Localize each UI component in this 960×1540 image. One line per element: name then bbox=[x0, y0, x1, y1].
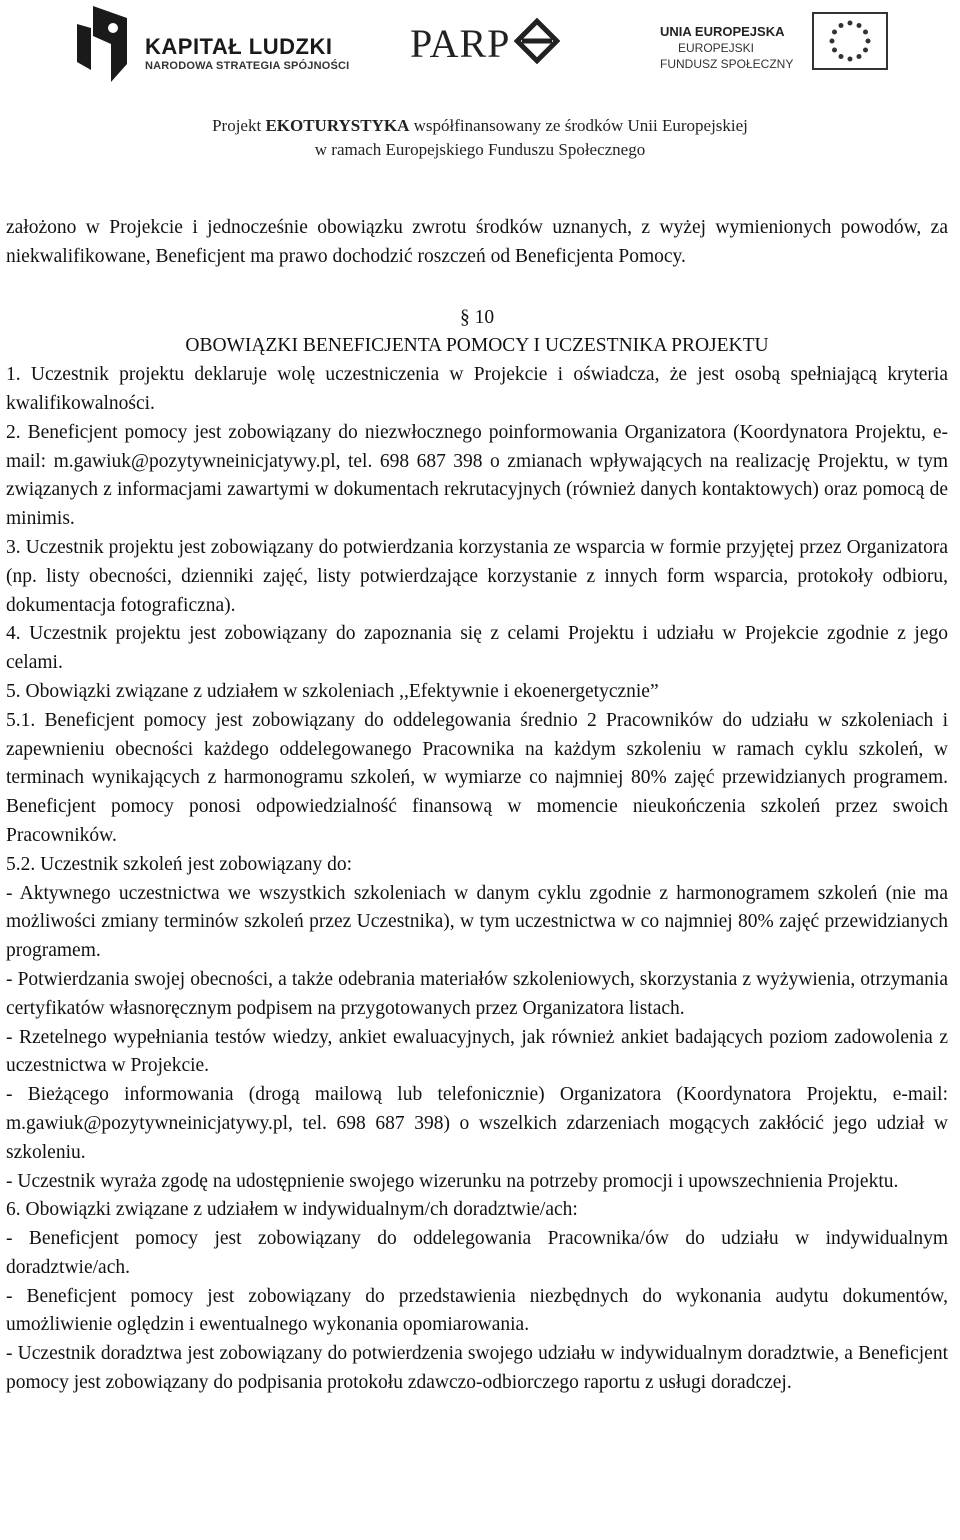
kapital-ludzki-name: KAPITAŁ LUDZKI bbox=[145, 34, 333, 59]
list-item: - Uczestnik doradztwa jest zobowiązany do potwierdzenia swojego udziału w indywidualnym doradztwie, a Beneficjent pomocy jest zobowiązany do podpisania protokołu zdawczo-odbiorczego raportu z usługi doradczej. bbox=[6, 1343, 948, 1394]
parp-logo bbox=[410, 14, 590, 84]
list-item: - Potwierdzania swojej obecności, a także odebrania materiałów szkoleniowych, skorzystania z wyżywienia, otrzymania certyfikatów własnoręcznym podpisem na przygotowanych przez Organizatora listach. bbox=[6, 968, 948, 1019]
paragraph-5-2: 5.2. Uczestnik szkoleń jest zobowiązany do: bbox=[6, 853, 353, 875]
intro-paragraph: założono w Projekcie i jednocześnie obowiązku zwrotu środków uznanych, z wyżej wymienionych powodów, za niekwalifikowane, Beneficjent ma prawo dochodzić roszczeń od Beneficjenta Pomocy. bbox=[6, 217, 948, 267]
list-item: - Aktywnego uczestnictwa we wszystkich szkoleniach w danym cyklu zgodnie z harmonogramem szkoleń (nie ma możliwości zmiany terminów szkoleń przez Uczestnika), w tym uczestnictwa w co najmniej 80% zajęć przewidzianych programem. bbox=[6, 882, 948, 962]
section-number: § 10 bbox=[459, 306, 495, 328]
project-line bbox=[0, 116, 960, 136]
project-prefix: Projekt bbox=[212, 116, 266, 135]
paragraph-5-1: 5.1. Beneficjent pomocy jest zobowiązany do oddelegowania średnio 2 Pracowników do udziału w szkoleniach i zapewnieniu obecności każdego oddelegowanego Pracownika na każdym szkoleniu w ramach cyklu szkoleń, w terminach wynikających z harmonogramu szkoleń, w wymiarze co najmniej 80% zajęć przewidzianych programem. Beneficjent pomocy ponosi odpowiedzialność finansową w momencie nieukończenia szkoleń przez swoich Pracowników. bbox=[6, 709, 948, 846]
spacer bbox=[6, 272, 948, 304]
document-body bbox=[6, 214, 948, 1398]
paragraph-5: 5. Obowiązki związane z udziałem w szkoleniach ,,Efektywnie i ekoenergetycznie” bbox=[6, 680, 659, 702]
kapital-ludzki-logo bbox=[75, 4, 355, 84]
list-item: - Beneficjent pomocy jest zobowiązany do przedstawienia niezbędnych do wykonania audytu dokumentów, umożliwienie oględzin i ewentualnego wykonania opomiarowania. bbox=[6, 1285, 948, 1336]
parp-symbol-icon bbox=[514, 18, 560, 64]
section-title: OBOWIĄZKI BENEFICJENTA POMOCY I UCZESTNIKA PROJEKTU bbox=[185, 335, 769, 357]
list-item: - Uczestnik wyraża zgodę na udostępnienie swojego wizerunku na potrzeby promocji i upowszechnienia Projektu. bbox=[6, 1170, 899, 1192]
parp-wordmark: PARP bbox=[410, 21, 511, 66]
eu-logo-line1: UNIA EUROPEJSKA bbox=[660, 24, 785, 39]
list-item: - Bieżącego informowania (drogą mailową lub telefonicznie) Organizatora (Koordynatora Projektu, e-mail: m.gawiuk@pozytywneinicjatywy.pl, tel. 698 687 398) o wszelkich zdarzeniach mogących zakłócić jego udział w szkoleniu. bbox=[6, 1084, 948, 1163]
paragraph-3: 3. Uczestnik projektu jest zobowiązany do potwierdzania korzystania ze wsparcia w formie przyjętej przez Organizatora (np. listy obecności, dzienniki zajęć, listy potwierdzające korzystanie z innych form wsparcia, protokoły odbioru, dokumentacja fotograficzna). bbox=[6, 536, 948, 616]
kapital-ludzki-subtitle: NARODOWA STRATEGIA SPÓJNOŚCI bbox=[145, 60, 350, 72]
paragraph-6: 6. Obowiązki związane z udziałem w indywidualnym/ch doradztwie/ach: bbox=[6, 1199, 578, 1221]
eu-logo bbox=[660, 10, 890, 86]
project-name: EKOTURYSTYKA bbox=[265, 116, 410, 135]
project-suffix: współfinansowany ze środków Unii Europejskiej bbox=[409, 116, 748, 135]
paragraph-2: 2. Beneficjent pomocy jest zobowiązany do niezwłocznego poinformowania Organizatora (Koordynatora Projektu, e-mail: m.gawiuk@pozytywneinicjatywy.pl, tel. 698 687 398 o zmianach wpływających na realizację Projektu, w tym związanych z informacjami zawartymi w dokumentach rekrutacyjnych (również danych kontaktowych) oraz pomocą de minimis. bbox=[6, 421, 948, 530]
paragraph-1: 1. Uczestnik projektu deklaruje wolę uczestniczenia w Projekcie i oświadcza, że jest osobą spełniającą kryteria kwalifikowalności. bbox=[6, 364, 948, 414]
eu-logo-line2: EUROPEJSKI bbox=[678, 41, 755, 55]
kapital-ludzki-emblem-icon bbox=[75, 4, 135, 84]
list-item: - Rzetelnego wypełniania testów wiedzy, ankiet ewaluacyjnych, jak również ankiet badających poziom zadowolenia z uczestnictwa w Projekcie. bbox=[6, 1026, 948, 1077]
page-header bbox=[0, 0, 960, 180]
list-item: - Beneficjent pomocy jest zobowiązany do oddelegowania Pracownika/ów do udziału w indywidualnym doradztwie/ach. bbox=[6, 1228, 948, 1278]
eu-flag-icon bbox=[812, 12, 888, 70]
paragraph-4: 4. Uczestnik projektu jest zobowiązany do zapoznania się z celami Projektu i udziału w Projekcie zgodnie z jego celami. bbox=[6, 623, 948, 674]
eu-logo-line3: FUNDUSZ SPOŁECZNY bbox=[660, 57, 794, 71]
project-funding-line: w ramach Europejskiego Funduszu Społecznego bbox=[314, 140, 646, 159]
